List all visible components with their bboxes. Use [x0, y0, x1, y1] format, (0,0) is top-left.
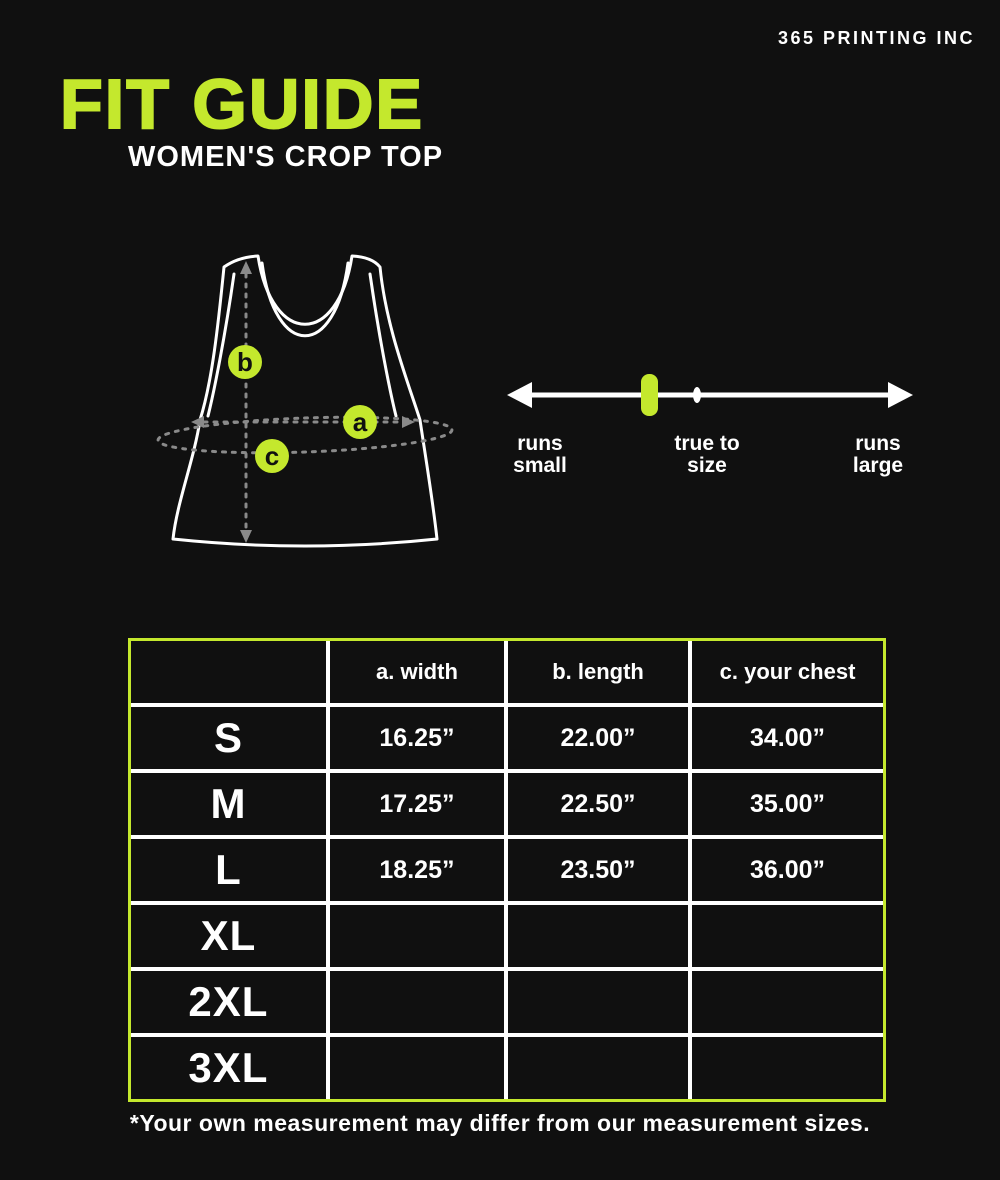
length-arrow-down-icon	[240, 530, 252, 543]
marker-c-label: c	[264, 441, 280, 471]
fit-scale-arrow-right-icon	[888, 382, 913, 408]
marker-b-label: b	[237, 347, 253, 377]
length-arrow-up-icon	[240, 261, 252, 274]
chest-value: 35.00”	[692, 773, 883, 835]
size-label: 2XL	[131, 971, 326, 1033]
table-header-chest: c. your chest	[692, 641, 883, 703]
size-table	[128, 638, 886, 1102]
width-value: 18.25”	[330, 839, 504, 901]
width-value	[330, 1037, 504, 1099]
table-header-length: b. length	[508, 641, 688, 703]
width-value	[330, 971, 504, 1033]
size-label: XL	[131, 905, 326, 967]
width-value: 17.25”	[330, 773, 504, 835]
length-value: 22.50”	[508, 773, 688, 835]
width-value: 16.25”	[330, 707, 504, 769]
page-title: FIT GUIDE	[60, 65, 425, 143]
size-label: L	[131, 839, 326, 901]
chest-value	[692, 905, 883, 967]
brand-name: 365 PRINTING INC	[777, 28, 975, 48]
chest-value: 36.00”	[692, 839, 883, 901]
chest-value	[692, 1037, 883, 1099]
page-subtitle: WOMEN'S CROP TOP	[128, 141, 444, 173]
width-value	[330, 905, 504, 967]
table-header-width: a. width	[330, 641, 504, 703]
scale-label-runs-large: runs large	[852, 432, 904, 477]
measurement-disclaimer: *Your own measurement may differ from our measurement sizes.	[129, 1110, 871, 1136]
fit-scale	[505, 368, 915, 420]
length-value: 22.00”	[508, 707, 688, 769]
true-to-size-dot	[693, 387, 701, 403]
scale-label-true-to-size: true to size	[674, 432, 740, 477]
fit-indicator-marker	[641, 374, 658, 416]
table-header-empty	[131, 641, 326, 703]
scale-label-runs-small: runs small	[513, 432, 567, 477]
length-value	[508, 905, 688, 967]
length-value	[508, 1037, 688, 1099]
chest-value: 34.00”	[692, 707, 883, 769]
size-label: S	[131, 707, 326, 769]
fit-scale-arrow-left-icon	[507, 382, 532, 408]
size-label: M	[131, 773, 326, 835]
crop-top-diagram	[150, 242, 470, 560]
chest-value	[692, 971, 883, 1033]
size-label: 3XL	[131, 1037, 326, 1099]
marker-a-label: a	[352, 407, 368, 437]
length-value	[508, 971, 688, 1033]
length-value: 23.50”	[508, 839, 688, 901]
width-arrow-right-icon	[402, 416, 415, 428]
